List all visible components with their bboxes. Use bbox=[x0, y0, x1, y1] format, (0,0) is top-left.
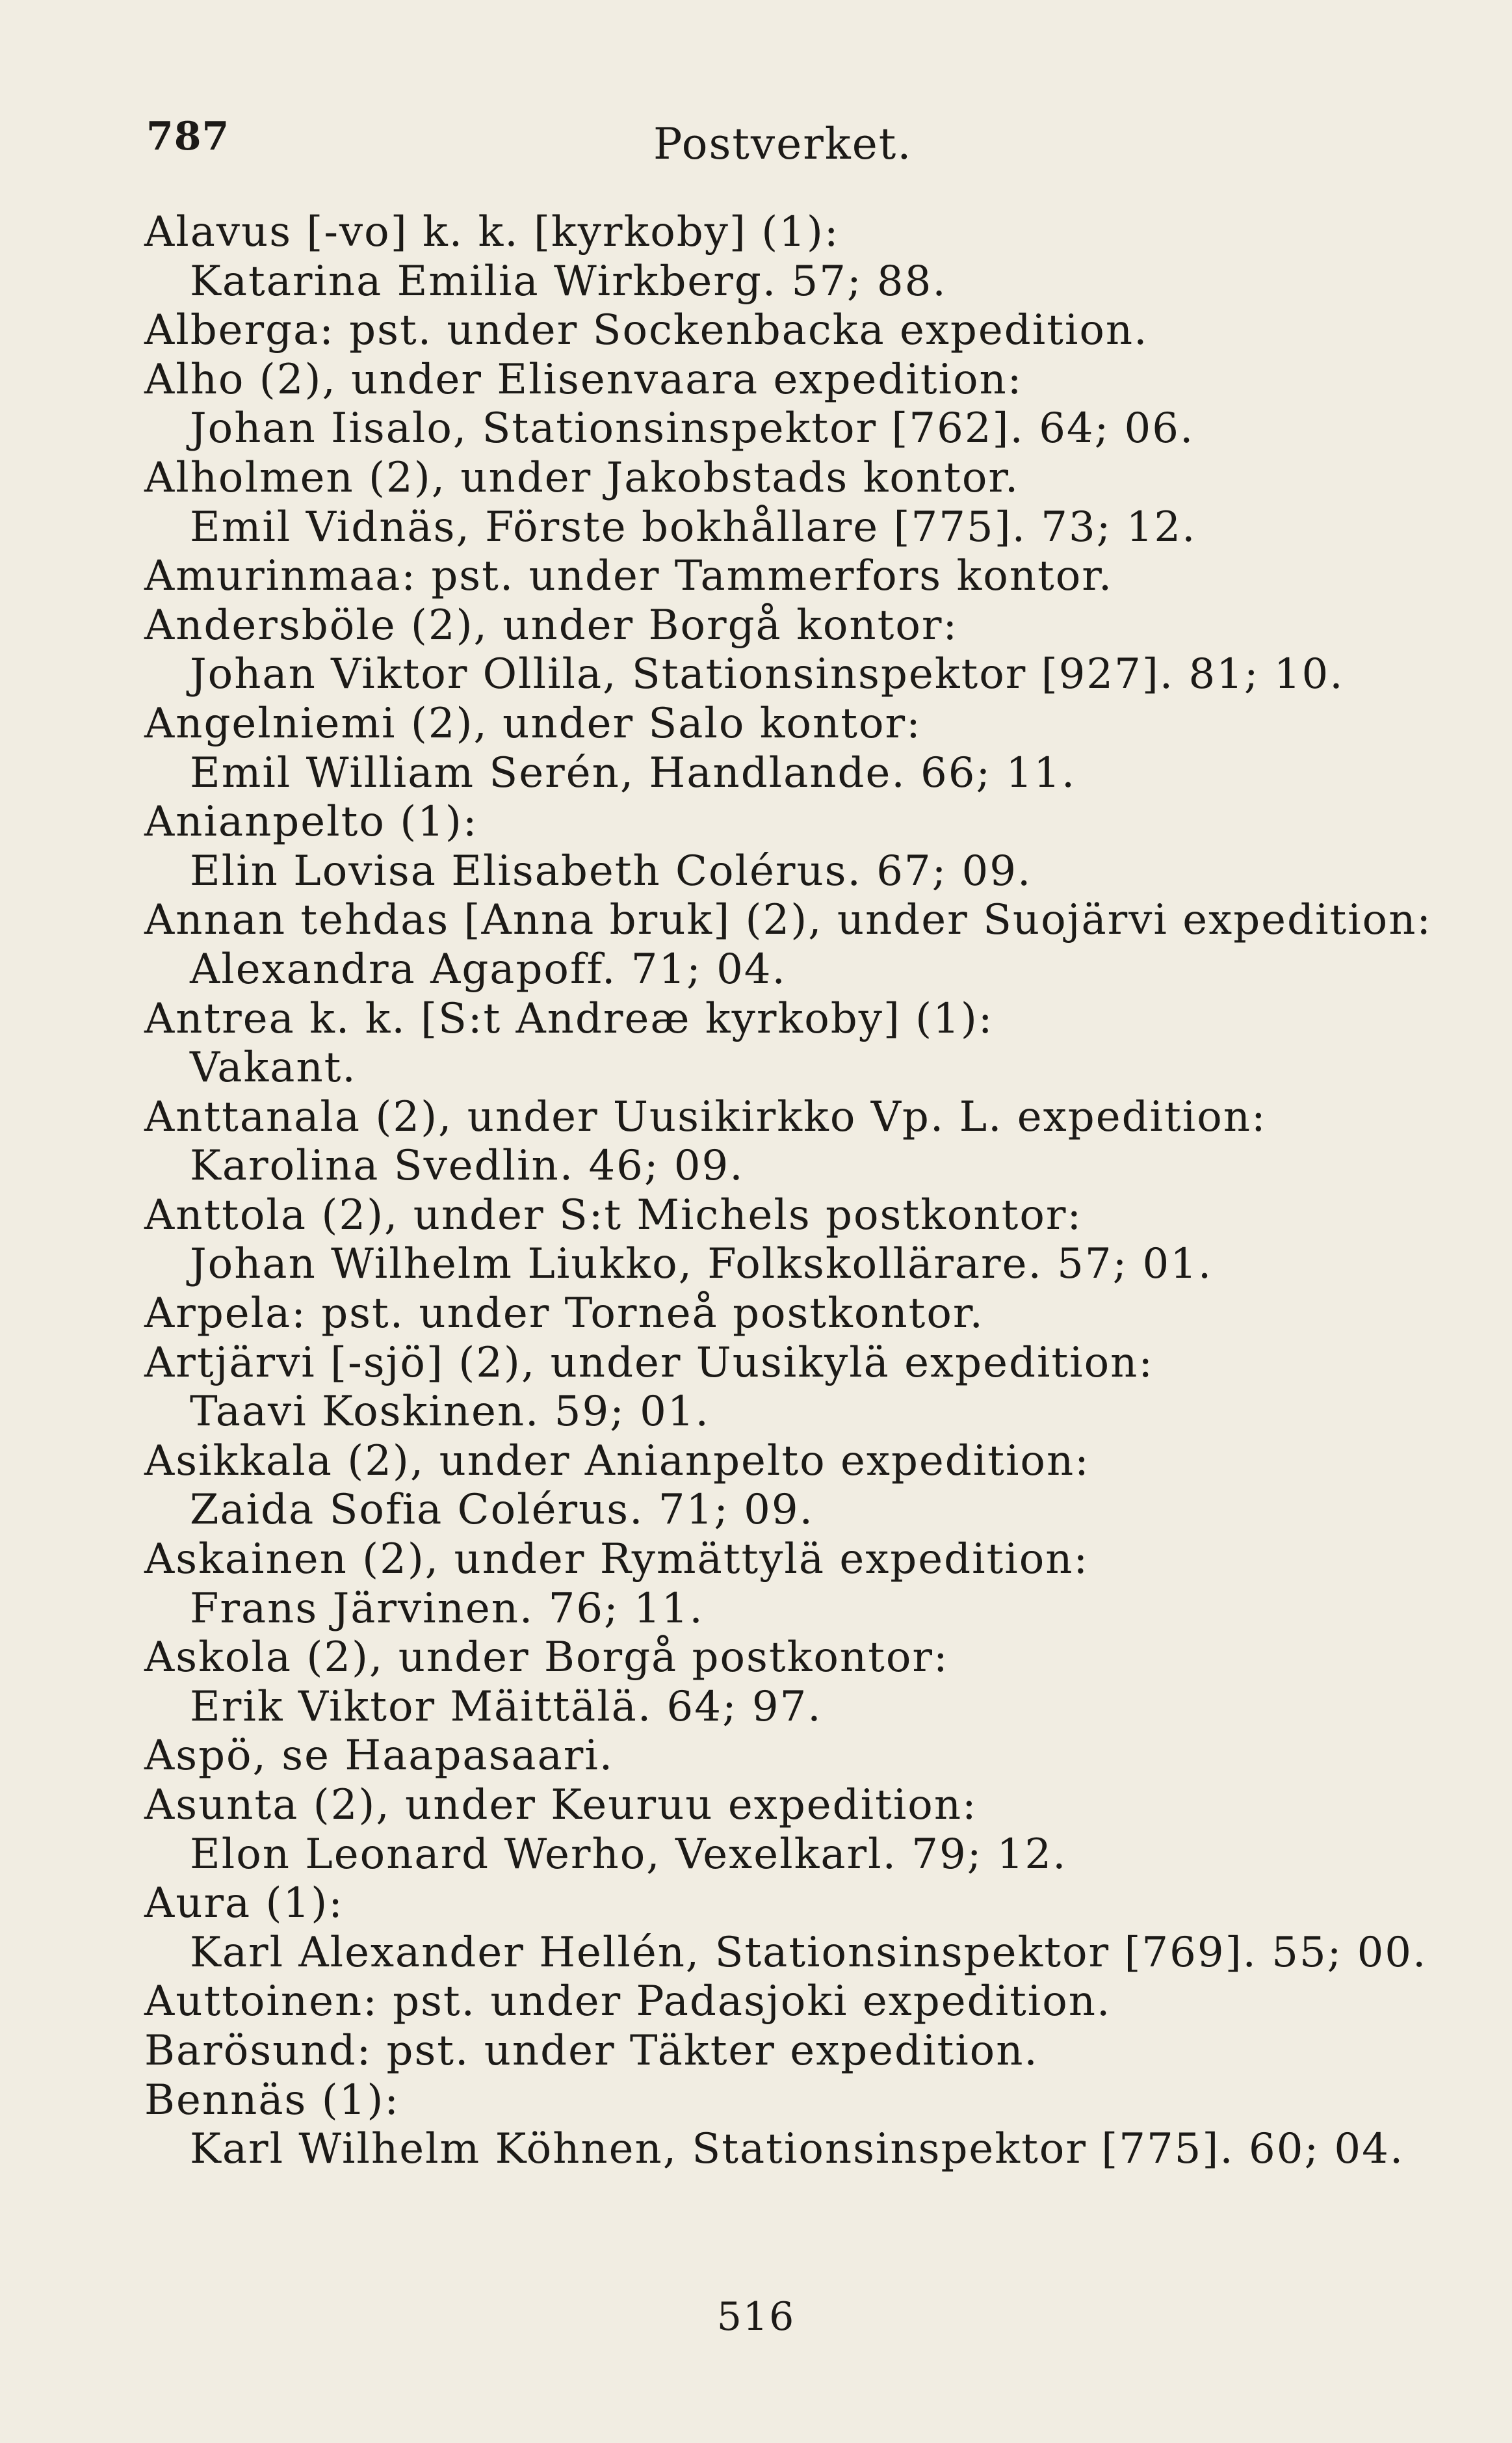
entry-detail: Vakant. bbox=[190, 1044, 357, 1092]
list-item bbox=[0, 1093, 1512, 1191]
entry-heading: Annan tehdas [Anna bruk] (2), under Suojärvi expedition: bbox=[144, 896, 1432, 945]
list-item bbox=[0, 1437, 1512, 1535]
entry-heading: Asikkala (2), under Anianpelto expedition: bbox=[144, 1436, 1090, 1485]
entry-heading: Bennäs (1): bbox=[144, 2076, 400, 2124]
entry-heading: Alholmen (2), under Jakobstads kontor. bbox=[144, 453, 1020, 502]
page-header bbox=[146, 114, 1433, 172]
list-item bbox=[0, 798, 1512, 896]
list-item bbox=[0, 1339, 1512, 1437]
list-item bbox=[0, 896, 1512, 994]
entry-detail: Elin Lovisa Elisabeth Colérus. 67; 09. bbox=[190, 847, 1032, 895]
list-item bbox=[0, 1879, 1512, 1977]
list-item bbox=[0, 995, 1512, 1093]
entry-detail: Katarina Emilia Wirkberg. 57; 88. bbox=[190, 257, 947, 306]
list-item bbox=[0, 1289, 1512, 1339]
entry-detail: Karl Wilhelm Köhnen, Stationsinspektor [775]. 60; 04. bbox=[190, 2125, 1405, 2174]
list-item bbox=[0, 454, 1512, 552]
entry-detail: Erik Viktor Mäittälä. 64; 97. bbox=[190, 1682, 822, 1731]
entry-heading: Anttanala (2), under Uusikirkko Vp. L. expedition: bbox=[144, 1092, 1267, 1141]
entry-heading: Askola (2), under Borgå postkontor: bbox=[144, 1633, 949, 1682]
entry-heading: Antrea k. k. [S:t Andreæ kyrkoby] (1): bbox=[144, 994, 994, 1043]
entry-heading: Aura (1): bbox=[144, 1879, 344, 1928]
entry-heading: Aspö, se Haapasaari. bbox=[144, 1732, 614, 1780]
entry-heading: Asunta (2), under Keuruu expedition: bbox=[144, 1781, 978, 1829]
list-item bbox=[0, 1191, 1512, 1289]
entry-heading: Artjärvi [-sjö] (2), under Uusikylä expedition: bbox=[144, 1338, 1154, 1387]
list-item bbox=[0, 208, 1512, 306]
entry-detail: Elon Leonard Werho, Vexelkarl. 79; 12. bbox=[190, 1830, 1067, 1879]
entry-heading: Alho (2), under Elisenvaara expedition: bbox=[144, 355, 1023, 404]
entry-detail: Frans Järvinen. 76; 11. bbox=[190, 1584, 704, 1633]
entry-detail: Emil William Serén, Handlande. 66; 11. bbox=[190, 748, 1076, 797]
entry-detail: Karl Alexander Hellén, Stationsinspektor [769]. 55; 00. bbox=[190, 1928, 1427, 1977]
list-item bbox=[0, 601, 1512, 700]
list-item bbox=[0, 552, 1512, 601]
entry-heading: Angelniemi (2), under Salo kontor: bbox=[144, 699, 922, 748]
page-number: 787 bbox=[146, 114, 230, 159]
entry-heading: Anttola (2), under S:t Michels postkontor: bbox=[144, 1191, 1082, 1239]
folio-number: 516 bbox=[716, 2294, 796, 2340]
entry-detail: Emil Vidnäs, Förste bokhållare [775]. 73; 12. bbox=[190, 503, 1197, 551]
entry-detail: Karolina Svedlin. 46; 09. bbox=[190, 1142, 744, 1191]
entry-detail: Johan Wilhelm Liukko, Folkskollärare. 57; 01. bbox=[190, 1240, 1213, 1289]
entry-heading: Amurinmaa: pst. under Tammerfors kontor. bbox=[144, 552, 1114, 601]
entry-heading: Andersböle (2), under Borgå kontor: bbox=[144, 601, 959, 650]
entry-detail: Zaida Sofia Colérus. 71; 09. bbox=[190, 1486, 814, 1535]
list-item bbox=[0, 1535, 1512, 1633]
list-item bbox=[0, 1977, 1512, 2027]
entry-detail: Johan Iisalo, Stationsinspektor [762]. 64; 06. bbox=[190, 404, 1195, 453]
list-item bbox=[0, 2027, 1512, 2076]
list-item bbox=[0, 306, 1512, 356]
entry-heading: Anianpelto (1): bbox=[144, 798, 478, 847]
entry-heading: Askainen (2), under Rymättylä expedition: bbox=[144, 1535, 1089, 1584]
list-item bbox=[0, 700, 1512, 798]
entry-detail: Johan Viktor Ollila, Stationsinspektor [927]. 81; 10. bbox=[190, 650, 1344, 699]
list-item bbox=[0, 2076, 1512, 2174]
entry-heading: Barösund: pst. under Täkter expedition. bbox=[144, 2026, 1039, 2075]
list-item bbox=[0, 1781, 1512, 1879]
running-title: Postverket. bbox=[653, 119, 913, 169]
entry-heading: Auttoinen: pst. under Padasjoki expedition. bbox=[144, 1977, 1112, 2026]
entry-list bbox=[0, 208, 1512, 2174]
entry-heading: Alavus [-vo] k. k. [kyrkoby] (1): bbox=[144, 208, 840, 256]
list-item bbox=[0, 356, 1512, 454]
entry-heading: Alberga: pst. under Sockenbacka expedition. bbox=[144, 306, 1149, 355]
entry-heading: Arpela: pst. under Torneå postkontor. bbox=[144, 1289, 984, 1338]
list-item bbox=[0, 1633, 1512, 1732]
entry-detail: Taavi Koskinen. 59; 01. bbox=[190, 1388, 710, 1436]
entry-detail: Alexandra Agapoff. 71; 04. bbox=[190, 945, 787, 994]
list-item bbox=[0, 1732, 1512, 1781]
